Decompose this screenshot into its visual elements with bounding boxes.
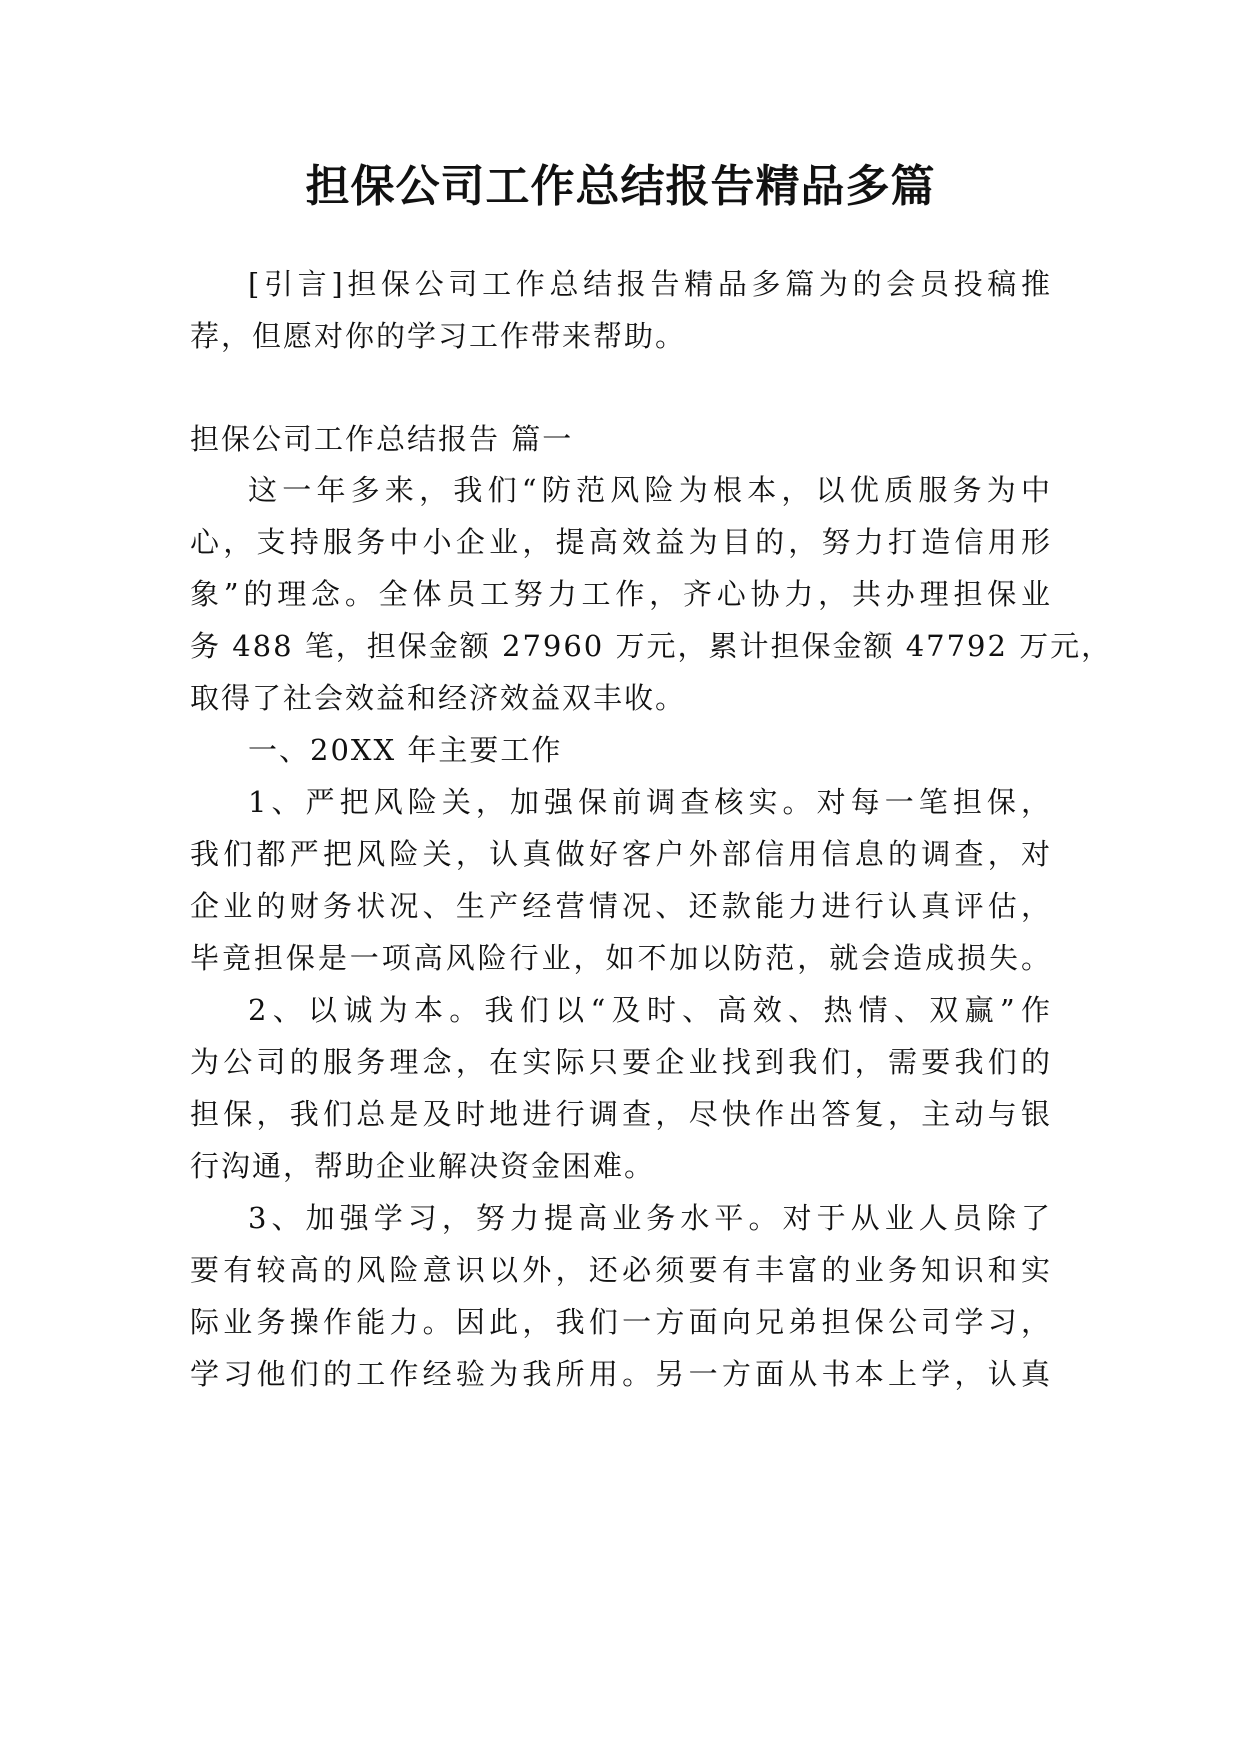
- section-heading: 担保公司工作总结报告 篇一: [190, 422, 574, 456]
- document-title: 担保公司工作总结报告精品多篇: [305, 161, 936, 212]
- paragraph-line: 心，支持服务中小企业，提高效益为目的，努力打造信用形: [190, 525, 1052, 559]
- paragraph-line: 学习他们的工作经验为我所用。另一方面从书本上学，认真: [190, 1357, 1052, 1391]
- paragraph-line: 1、严把风险关，加强保前调查核实。对每一笔担保，: [248, 785, 1052, 819]
- paragraph-line: 2、以诚为本。我们以“及时、高效、热情、双赢”作: [248, 993, 1052, 1027]
- paragraph-line: 企业的财务状况、生产经营情况、还款能力进行认真评估，: [190, 889, 1052, 923]
- intro-line-1: [引言]担保公司工作总结报告精品多篇为的会员投稿推: [248, 267, 1052, 301]
- paragraph-line: 担保，我们总是及时地进行调查，尽快作出答复，主动与银: [190, 1097, 1052, 1131]
- paragraph-line: 要有较高的风险意识以外，还必须要有丰富的业务知识和实: [190, 1253, 1052, 1287]
- intro-line-2: 荐，但愿对你的学习工作带来帮助。: [190, 319, 687, 353]
- paragraph-line: 象”的理念。全体员工努力工作，齐心协力，共办理担保业: [190, 577, 1052, 611]
- paragraph-line: 为公司的服务理念，在实际只要企业找到我们，需要我们的: [190, 1045, 1052, 1079]
- paragraph-line: 我们都严把风险关，认真做好客户外部信用信息的调查，对: [190, 837, 1052, 871]
- paragraph-line: 取得了社会效益和经济效益双丰收。: [190, 681, 687, 715]
- paragraph-line: 毕竟担保是一项高风险行业，如不加以防范，就会造成损失。: [190, 941, 1052, 975]
- paragraph-line: 这一年多来，我们“防范风险为根本，以优质服务为中: [248, 473, 1052, 507]
- subheading-main-work: 一、20XX 年主要工作: [248, 733, 563, 767]
- paragraph-line: 3、加强学习，努力提高业务水平。对于从业人员除了: [248, 1201, 1052, 1235]
- paragraph-line: 际业务操作能力。因此，我们一方面向兄弟担保公司学习，: [190, 1305, 1052, 1339]
- paragraph-line: 务 488 笔，担保金额 27960 万元，累计担保金额 47792 万元，: [190, 629, 1113, 663]
- paragraph-line: 行沟通，帮助企业解决资金困难。: [190, 1149, 656, 1183]
